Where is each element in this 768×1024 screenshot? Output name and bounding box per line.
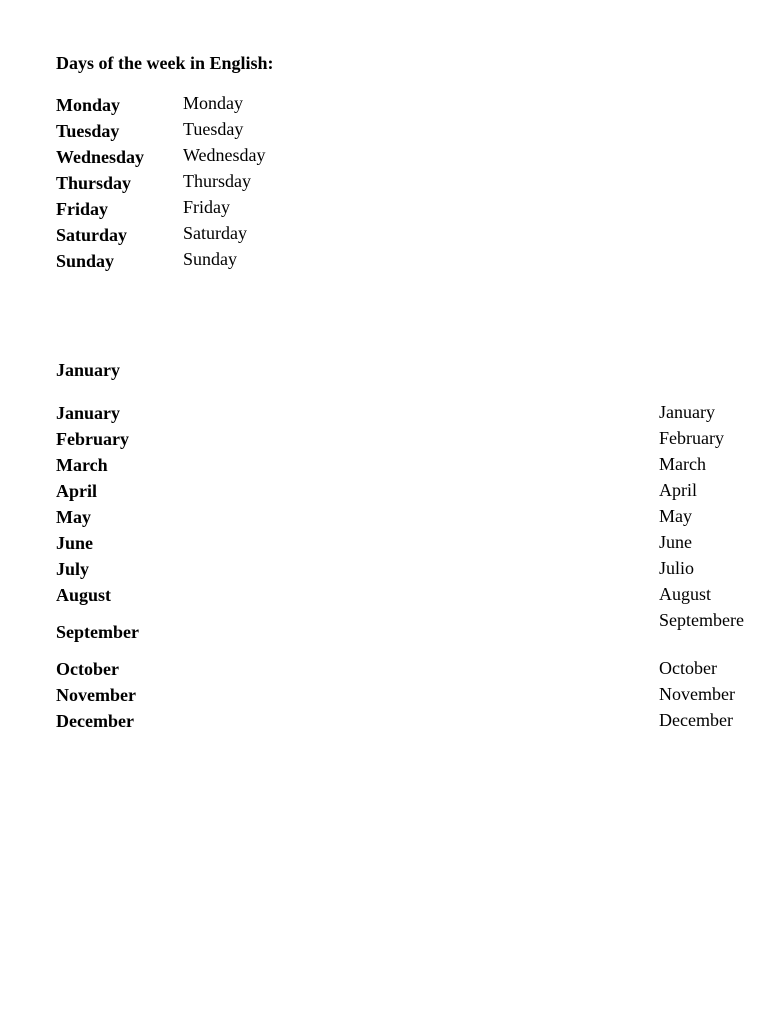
month-english: September [56, 622, 139, 642]
month-row-may [56, 505, 756, 531]
month-english: December [56, 711, 134, 731]
day-english: Wednesday [56, 147, 145, 167]
day-english: Sunday [56, 251, 115, 271]
day-english: Tuesday [56, 121, 120, 141]
day-translation: Thursday [183, 171, 251, 191]
month-translation: January [659, 402, 715, 422]
month-translation: December [659, 710, 733, 730]
months-table [56, 401, 756, 735]
day-row-tuesday [56, 119, 316, 145]
month-translation: October [659, 658, 717, 678]
month-translation: March [659, 454, 706, 474]
day-translation: Friday [183, 197, 230, 217]
month-translation: May [659, 506, 692, 526]
month-english: November [56, 685, 136, 705]
day-english: Friday [56, 199, 108, 219]
day-translation: Sunday [183, 249, 237, 269]
day-row-saturday [56, 223, 316, 249]
month-row-january [56, 401, 756, 427]
month-translation: April [659, 480, 697, 500]
month-row-september [56, 609, 756, 657]
month-english: June [56, 533, 94, 553]
month-row-february [56, 427, 756, 453]
day-row-wednesday [56, 145, 316, 171]
month-translation: November [659, 684, 735, 704]
month-translation: June [659, 532, 692, 552]
day-translation: Tuesday [183, 119, 244, 139]
month-row-august [56, 583, 756, 609]
day-translation: Wednesday [183, 145, 266, 165]
month-row-april [56, 479, 756, 505]
month-row-november [56, 683, 756, 709]
days-heading: Days of the week in English: [56, 53, 274, 73]
day-english: Thursday [56, 173, 132, 193]
month-translation: Septembere [659, 610, 744, 630]
month-english: January [56, 403, 121, 423]
months-heading: January [56, 360, 121, 380]
month-translation: Julio [659, 558, 695, 578]
day-row-sunday [56, 249, 316, 275]
month-row-october [56, 657, 756, 683]
month-row-march [56, 453, 756, 479]
day-english: Monday [56, 95, 121, 115]
month-english: July [56, 559, 90, 579]
month-english: April [56, 481, 98, 501]
month-translation: August [659, 584, 712, 604]
day-row-thursday [56, 171, 316, 197]
day-translation: Monday [183, 93, 243, 113]
month-row-june [56, 531, 756, 557]
month-english: March [56, 455, 108, 475]
month-row-december [56, 709, 756, 735]
month-english: October [56, 659, 119, 679]
day-translation: Saturday [183, 223, 247, 243]
day-english: Saturday [56, 225, 128, 245]
month-translation: February [659, 428, 724, 448]
month-row-july [56, 557, 756, 583]
month-english: May [56, 507, 91, 527]
day-row-monday [56, 93, 316, 119]
month-english: August [56, 585, 112, 605]
day-row-friday [56, 197, 316, 223]
month-english: February [56, 429, 129, 449]
days-table [56, 93, 316, 275]
